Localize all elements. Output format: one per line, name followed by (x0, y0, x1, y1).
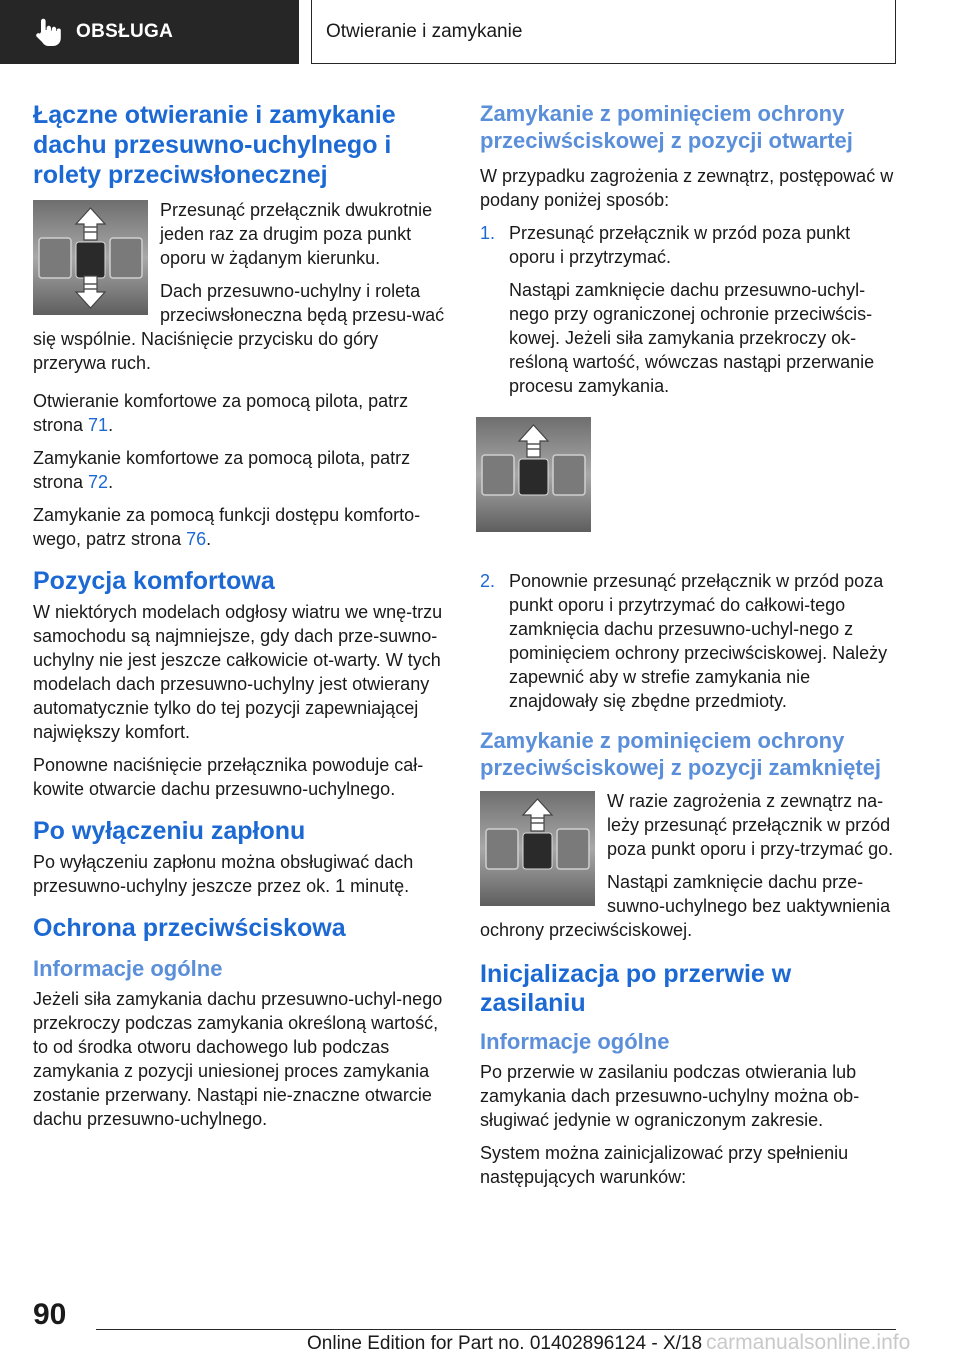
section-tab (0, 0, 299, 64)
page-link-76[interactable]: 76 (186, 529, 207, 549)
comfort-text-1: W niektórych modelach odgłosy wiatru we wnę-trzu samochodu są najmniejsze, gdy dach prze-suwno-uchylny nie jest jeszcze całkowicie ot-warty. W tych modelach dach przesuwno-uchylny jest otwierany automatycznie tylko do tej pozycji zapewniającej największy komfort. (33, 602, 443, 742)
page-link-72[interactable]: 72 (88, 472, 109, 492)
heading-override-from-closed: Zamykanie z pominięciem ochrony przeciwściskowej z pozycji zamkniętej (480, 728, 882, 780)
list-item (480, 569, 898, 713)
sunroof-switch-figure (33, 200, 148, 315)
ref-comfort-access: Zamykanie za pomocą funkcji dostępu komforto-wego, patrz strona 76. (33, 505, 421, 549)
heading-combined-operation: Łączne otwieranie i zamykanie dachu przesuwno-uchylnego i rolety przeciwsłonecznej (33, 101, 396, 189)
combined-step-text: Przesunąć przełącznik dwukrotnie jeden raz za drugim poza punkt oporu w żądanym kierunku. (160, 200, 433, 268)
ref-remote-close: Zamykanie komfortowe za pomocą pilota, patrz strona 72. (33, 448, 411, 492)
step-1-action: Przesunąć przełącznik w przód poza punkt oporu i przytrzymać. (509, 223, 851, 267)
page-link-71[interactable]: 71 (88, 415, 109, 435)
heading-comfort-position: Pozycja komfortowa (33, 567, 275, 595)
chapter-title-text: Otwieranie i zamykanie (326, 20, 523, 42)
combined-result-text: Dach przesuwno-uchylny i roleta przeciwsłoneczna będą przesu-wać się wspólnie. Naciśnięcie przycisku do góry przerywa ruch. (33, 281, 445, 373)
step-number: 2. (480, 571, 496, 591)
init-text-2: System można zainicjalizować przy spełnieniu następujących warunków: (480, 1143, 849, 1187)
override-steps (480, 221, 898, 713)
closed-action-text: W razie zagrożenia z zewnątrz na-leży przesunąć przełącznik w przód poza punkt oporu i przy-trzymać go. (607, 791, 894, 859)
step-1-result: Nastąpi zamknięcie dachu przesuwno-uchyl-nego przy ograniczonej ochronie przeciwścis-kowej. Jeżeli siła zamykania przekroczy ok-reśloną wartość, wówczas nastąpi przerwanie procesu zamykania. (509, 280, 875, 396)
subheading-general-info-2: Informacje ogólne (480, 1029, 670, 1054)
hand-pointer-icon (30, 15, 64, 49)
override-intro: W przypadku zagrożenia z zewnątrz, postępować w podany poniżej sposób: (480, 166, 894, 210)
comfort-text-2: Ponowne naciśnięcie przełącznika powoduje cał-kowite otwarcie dachu przesuwno-uchylnego. (33, 755, 424, 799)
left-column (33, 100, 448, 1140)
step-2-action: Ponownie przesunąć przełącznik w przód poza punkt oporu i przytrzymać do całkowi-tego zamknięcia dachu przesuwno-uchyl-nego z pominięciem ochrony przeciwściskowej. Należy zapewnić aby w strefie zamykania nie znajdowały się zbędne przedmioty. (509, 571, 888, 711)
page-number: 90 (33, 1298, 67, 1331)
watermark: carmanualsonline.info (706, 1331, 911, 1354)
pinch-text: Jeżeli siła zamykania dachu przesuwno-uchyl-nego przekroczy podczas zamykania określoną wartość, to od środka otworu dachowego lub podczas zamykania z pozycji uniesionej proces zamykania zostanie przerwany. Nastąpi nie-znaczne otwarcie dachu przesuwno-uchylnego. (33, 989, 443, 1129)
ref-remote-open: Otwieranie komfortowe za pomocą pilota, patrz strona 71. (33, 391, 409, 435)
heading-init-after-power-loss: Inicjalizacja po przerwie w zasilaniu (480, 960, 792, 1017)
footer-divider (96, 1329, 896, 1330)
heading-override-from-open: Zamykanie z pominięciem ochrony przeciwściskowej z pozycji otwartej (480, 101, 853, 153)
ignition-text: Po wyłączeniu zapłonu można obsługiwać dach przesuwno-uchylny jeszcze przez ok. 1 minutę. (33, 852, 414, 896)
sunroof-switch-figure (480, 791, 595, 906)
closed-result-text: Nastąpi zamknięcie dachu prze-suwno-uchylnego bez uaktywnienia ochrony przeciwściskowej. (480, 872, 891, 940)
heading-after-ignition-off: Po wyłączeniu zapłonu (33, 817, 306, 845)
step-number: 1. (480, 223, 496, 243)
sunroof-switch-figure (476, 417, 591, 532)
heading-pinch-protection: Ochrona przeciwściskowa (33, 914, 346, 942)
list-item (480, 221, 898, 560)
subheading-general-info: Informacje ogólne (33, 956, 223, 981)
right-column (480, 100, 898, 1198)
section-title: OBSŁUGA (76, 21, 174, 42)
footer-edition: Online Edition for Part no. 01402896124 - X/18 (307, 1333, 703, 1354)
chapter-title (311, 0, 896, 64)
init-text-1: Po przerwie w zasilaniu podczas otwierania lub zamykania dach przesuwno-uchylny można ob-sługiwać jedynie w ograniczonym zakresie. (480, 1062, 860, 1130)
